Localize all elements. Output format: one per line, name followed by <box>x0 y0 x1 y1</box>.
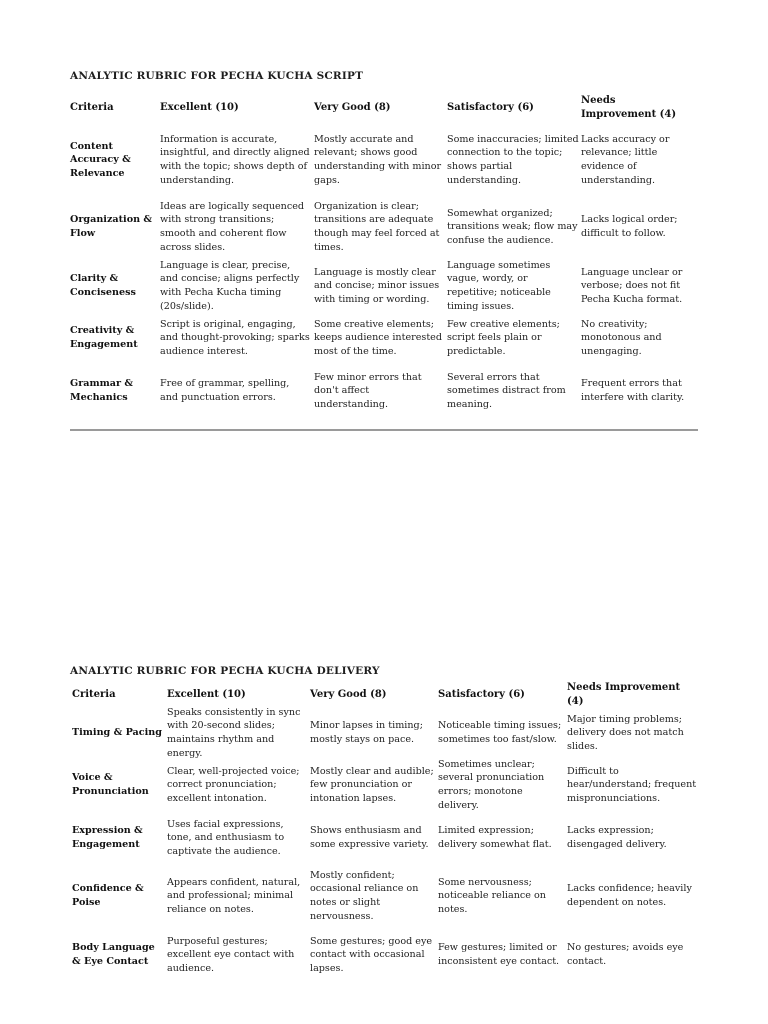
rubric-cell: Information is accurate, insightful, and directly aligned with the topic; shows depth of understanding. <box>160 133 310 186</box>
rubric-cell: Some creative elements; keeps audience interested most of the time. <box>314 318 442 357</box>
script-rubric-title: ANALYTIC RUBRIC FOR PECHA KUCHA SCRIPT <box>70 70 364 82</box>
rubric-cell: Language is mostly clear and concise; minor issues with timing or wording. <box>314 266 440 305</box>
rubric-cell: Script is original, engaging, and thought-provoking; sparks audience interest. <box>160 318 310 357</box>
criteria-cell: Confidence & Poise <box>72 883 144 908</box>
rubric-cell: Shows enthusiasm and some expressive variety. <box>310 825 429 850</box>
criteria-cell: Body Language & Eye Contact <box>72 942 155 967</box>
rubric-cell: No creativity; monotonous and unengaging. <box>581 318 662 357</box>
rubric-cell: Purposeful gestures; excellent eye contact with audience. <box>167 935 295 974</box>
rubric-cell: Major timing problems; delivery does not match slides. <box>567 713 684 752</box>
rubric-cell: Lacks expression; disengaged delivery. <box>567 825 667 850</box>
rubric-cell: Minor lapses in timing; mostly stays on pace. <box>310 720 423 745</box>
criteria-cell: Content Accuracy & Relevance <box>70 140 131 179</box>
header-4: Needs Improvement (4) <box>581 95 677 120</box>
criteria-cell: Voice & Pronunciation <box>72 772 149 797</box>
rubric-cell: Language is clear, precise, and concise; aligns perfectly with Pecha Kucha timing (20s/slide). <box>160 259 300 312</box>
rubric-cell: Few gestures; limited or inconsistent eye contact. <box>438 942 560 967</box>
rubric-cell: Lacks confidence; heavily dependent on notes. <box>567 883 692 908</box>
rubric-cell: Speaks consistently in sync with 20-second slides; maintains rhythm and energy. <box>167 706 301 759</box>
rubric-cell: Few creative elements; script feels plain or predictable. <box>447 318 560 357</box>
header-0: Criteria <box>70 102 114 114</box>
header-3: Satisfactory (6) <box>438 689 525 701</box>
rubric-cell: Several errors that sometimes distract from meaning. <box>447 371 566 410</box>
rubric-cell: Noticeable timing issues; sometimes too fast/slow. <box>438 720 562 745</box>
criteria-cell: Organization & Flow <box>70 214 153 239</box>
rubric-cell: Ideas are logically sequenced with strong transitions; smooth and coherent flow across slides. <box>160 200 305 253</box>
delivery-rubric-title: ANALYTIC RUBRIC FOR PECHA KUCHA DELIVERY <box>70 665 380 677</box>
header-2: Very Good (8) <box>310 689 387 701</box>
rubric-cell: Lacks logical order; difficult to follow. <box>581 214 678 239</box>
section-divider <box>70 429 698 431</box>
header-1: Excellent (10) <box>167 689 246 701</box>
rubric-cell: Lacks accuracy or relevance; little evidence of understanding. <box>581 133 670 186</box>
rubric-cell: No gestures; avoids eye contact. <box>567 942 684 967</box>
rubric-cell: Difficult to hear/understand; frequent mispronunciations. <box>567 765 697 804</box>
header-2: Very Good (8) <box>314 102 391 114</box>
criteria-cell: Timing & Pacing <box>72 727 162 739</box>
rubric-cell: Frequent errors that interfere with clarity. <box>581 378 685 403</box>
criteria-cell: Grammar & Mechanics <box>70 378 134 403</box>
rubric-cell: Sometimes unclear; several pronunciation errors; monotone delivery. <box>438 758 545 811</box>
rubric-cell: Mostly confident; occasional reliance on notes or slight nervousness. <box>310 869 419 922</box>
rubric-cell: Somewhat organized; transitions weak; flow may confuse the audience. <box>447 207 578 246</box>
rubric-cell: Language sometimes vague, wordy, or repetitive; noticeable timing issues. <box>447 259 551 312</box>
rubric-cell: Mostly accurate and relevant; shows good understanding with minor gaps. <box>314 133 442 186</box>
header-3: Satisfactory (6) <box>447 102 534 114</box>
rubric-cell: Some nervousness; noticeable reliance on notes. <box>438 876 546 915</box>
rubric-cell: Few minor errors that don't affect understanding. <box>314 371 422 410</box>
criteria-cell: Clarity & Conciseness <box>70 273 136 298</box>
criteria-cell: Expression & Engagement <box>72 825 143 850</box>
rubric-cell: Some gestures; good eye contact with occasional lapses. <box>310 935 433 974</box>
criteria-cell: Creativity & Engagement <box>70 325 138 350</box>
rubric-cell: Some inaccuracies; limited connection to the topic; shows partial understanding. <box>447 133 579 186</box>
header-1: Excellent (10) <box>160 102 239 114</box>
rubric-cell: Clear, well-projected voice; correct pronunciation; excellent intonation. <box>167 765 300 804</box>
header-0: Criteria <box>72 689 116 701</box>
rubric-cell: Mostly clear and audible; few pronunciation or intonation lapses. <box>310 765 434 804</box>
rubric-cell: Limited expression; delivery somewhat flat. <box>438 825 552 850</box>
header-4: Needs Improvement (4) <box>567 682 681 707</box>
rubric-cell: Appears confident, natural, and professional; minimal reliance on notes. <box>167 876 301 915</box>
rubric-cell: Uses facial expressions, tone, and enthusiasm to captivate the audience. <box>167 818 285 857</box>
rubric-cell: Language unclear or verbose; does not fit Pecha Kucha format. <box>581 266 683 305</box>
rubric-cell: Organization is clear; transitions are adequate though may feel forced at times. <box>314 200 440 253</box>
rubric-cell: Free of grammar, spelling, and punctuation errors. <box>160 378 290 403</box>
